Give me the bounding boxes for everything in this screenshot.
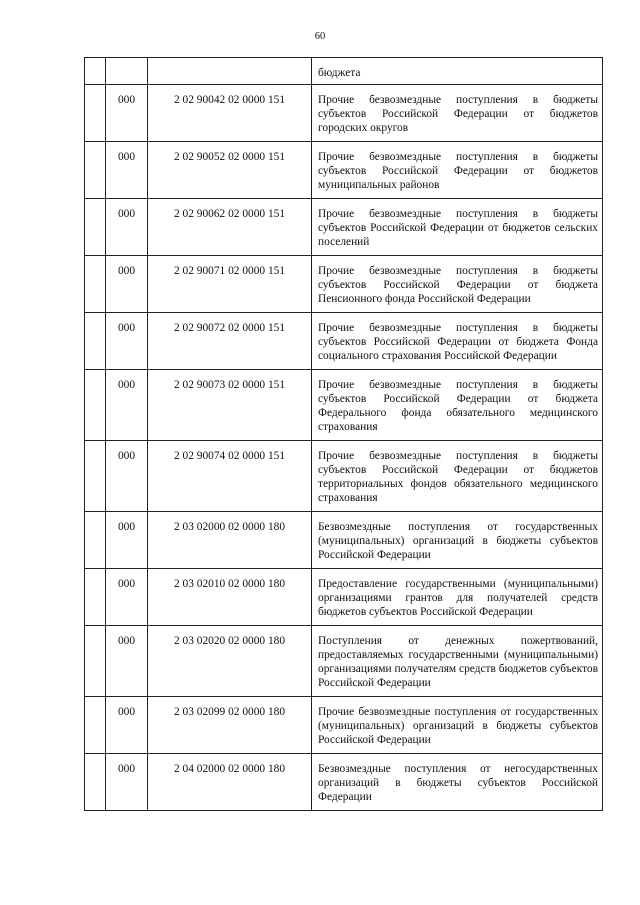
- admin-code-cell: [106, 58, 148, 85]
- blank-cell: [85, 697, 106, 754]
- budget-code-cell: 2 02 90072 02 0000 151: [148, 313, 312, 370]
- table-row: [85, 313, 603, 370]
- revenue-name-cell: Прочие безвозмездные поступления в бюджеты субъектов Российской Федерации от бюджетов городских округов: [312, 85, 603, 142]
- budget-code-cell: 2 02 90052 02 0000 151: [148, 142, 312, 199]
- blank-cell: [85, 58, 106, 85]
- revenue-name-cell: бюджета: [312, 58, 603, 85]
- table-row: [85, 569, 603, 626]
- table-row: [85, 754, 603, 811]
- admin-code-cell: 000: [106, 569, 148, 626]
- revenue-name-cell: Прочие безвозмездные поступления в бюджеты субъектов Российской Федерации от бюджета Фонда социального страхования Российской Федерации: [312, 313, 603, 370]
- table-row: [85, 370, 603, 441]
- revenue-name-cell: Прочие безвозмездные поступления от государственных (муниципальных) организаций в бюджеты субъектов Российской Федерации: [312, 697, 603, 754]
- revenue-name-cell: Безвозмездные поступления от негосударственных организаций в бюджеты субъектов Российской Федерации: [312, 754, 603, 811]
- budget-code-cell: 2 03 02099 02 0000 180: [148, 697, 312, 754]
- budget-code-cell: 2 03 02000 02 0000 180: [148, 512, 312, 569]
- revenue-name-cell: Безвозмездные поступления от государственных (муниципальных) организаций в бюджеты субъектов Российской Федерации: [312, 512, 603, 569]
- revenue-name-cell: Прочие безвозмездные поступления в бюджеты субъектов Российской Федерации от бюджетов территориальных фондов обязательного медицинского страхования: [312, 441, 603, 512]
- blank-cell: [85, 370, 106, 441]
- revenue-name-cell: Поступления от денежных пожертвований, предоставляемых государственными (муниципальными) организациями получателям средств бюджетов субъектов Российской Федерации: [312, 626, 603, 697]
- blank-cell: [85, 754, 106, 811]
- admin-code-cell: 000: [106, 441, 148, 512]
- table-row: [85, 142, 603, 199]
- admin-code-cell: 000: [106, 697, 148, 754]
- table-row: [85, 626, 603, 697]
- revenue-name-cell: Предоставление государственными (муниципальными) организациями грантов для получателей средств бюджетов субъектов Российской Федерации: [312, 569, 603, 626]
- admin-code-cell: 000: [106, 754, 148, 811]
- budget-code-cell: 2 02 90074 02 0000 151: [148, 441, 312, 512]
- admin-code-cell: 000: [106, 199, 148, 256]
- table-row: [85, 441, 603, 512]
- blank-cell: [85, 85, 106, 142]
- budget-code-cell: 2 03 02020 02 0000 180: [148, 626, 312, 697]
- blank-cell: [85, 199, 106, 256]
- admin-code-cell: 000: [106, 313, 148, 370]
- blank-cell: [85, 256, 106, 313]
- budget-code-cell: 2 02 90073 02 0000 151: [148, 370, 312, 441]
- budget-code-cell: 2 04 02000 02 0000 180: [148, 754, 312, 811]
- table-row: [85, 697, 603, 754]
- budget-code-cell: 2 02 90062 02 0000 151: [148, 199, 312, 256]
- blank-cell: [85, 313, 106, 370]
- table-row: [85, 85, 603, 142]
- revenue-name-cell: Прочие безвозмездные поступления в бюджеты субъектов Российской Федерации от бюджета Пенсионного фонда Российской Федерации: [312, 256, 603, 313]
- blank-cell: [85, 626, 106, 697]
- admin-code-cell: 000: [106, 85, 148, 142]
- table-row: [85, 256, 603, 313]
- budget-code-cell: 2 03 02010 02 0000 180: [148, 569, 312, 626]
- table-row: [85, 199, 603, 256]
- table-body: [85, 58, 603, 811]
- blank-cell: [85, 441, 106, 512]
- budget-code-cell: 2 02 90042 02 0000 151: [148, 85, 312, 142]
- revenue-name-cell: Прочие безвозмездные поступления в бюджеты субъектов Российской Федерации от бюджетов сельских поселений: [312, 199, 603, 256]
- page-number: 60: [314, 31, 326, 42]
- admin-code-cell: 000: [106, 626, 148, 697]
- admin-code-cell: 000: [106, 256, 148, 313]
- revenue-name-cell: Прочие безвозмездные поступления в бюджеты субъектов Российской Федерации от бюджета Федерального фонда обязательного медицинского страхования: [312, 370, 603, 441]
- table-row-continued: [85, 58, 603, 85]
- budget-revenue-table: [84, 57, 603, 811]
- blank-cell: [85, 512, 106, 569]
- admin-code-cell: 000: [106, 512, 148, 569]
- admin-code-cell: 000: [106, 142, 148, 199]
- blank-cell: [85, 569, 106, 626]
- blank-cell: [85, 142, 106, 199]
- table-row: [85, 512, 603, 569]
- revenue-name-cell: Прочие безвозмездные поступления в бюджеты субъектов Российской Федерации от бюджетов муниципальных районов: [312, 142, 603, 199]
- admin-code-cell: 000: [106, 370, 148, 441]
- budget-code-cell: 2 02 90071 02 0000 151: [148, 256, 312, 313]
- budget-code-cell: [148, 58, 312, 85]
